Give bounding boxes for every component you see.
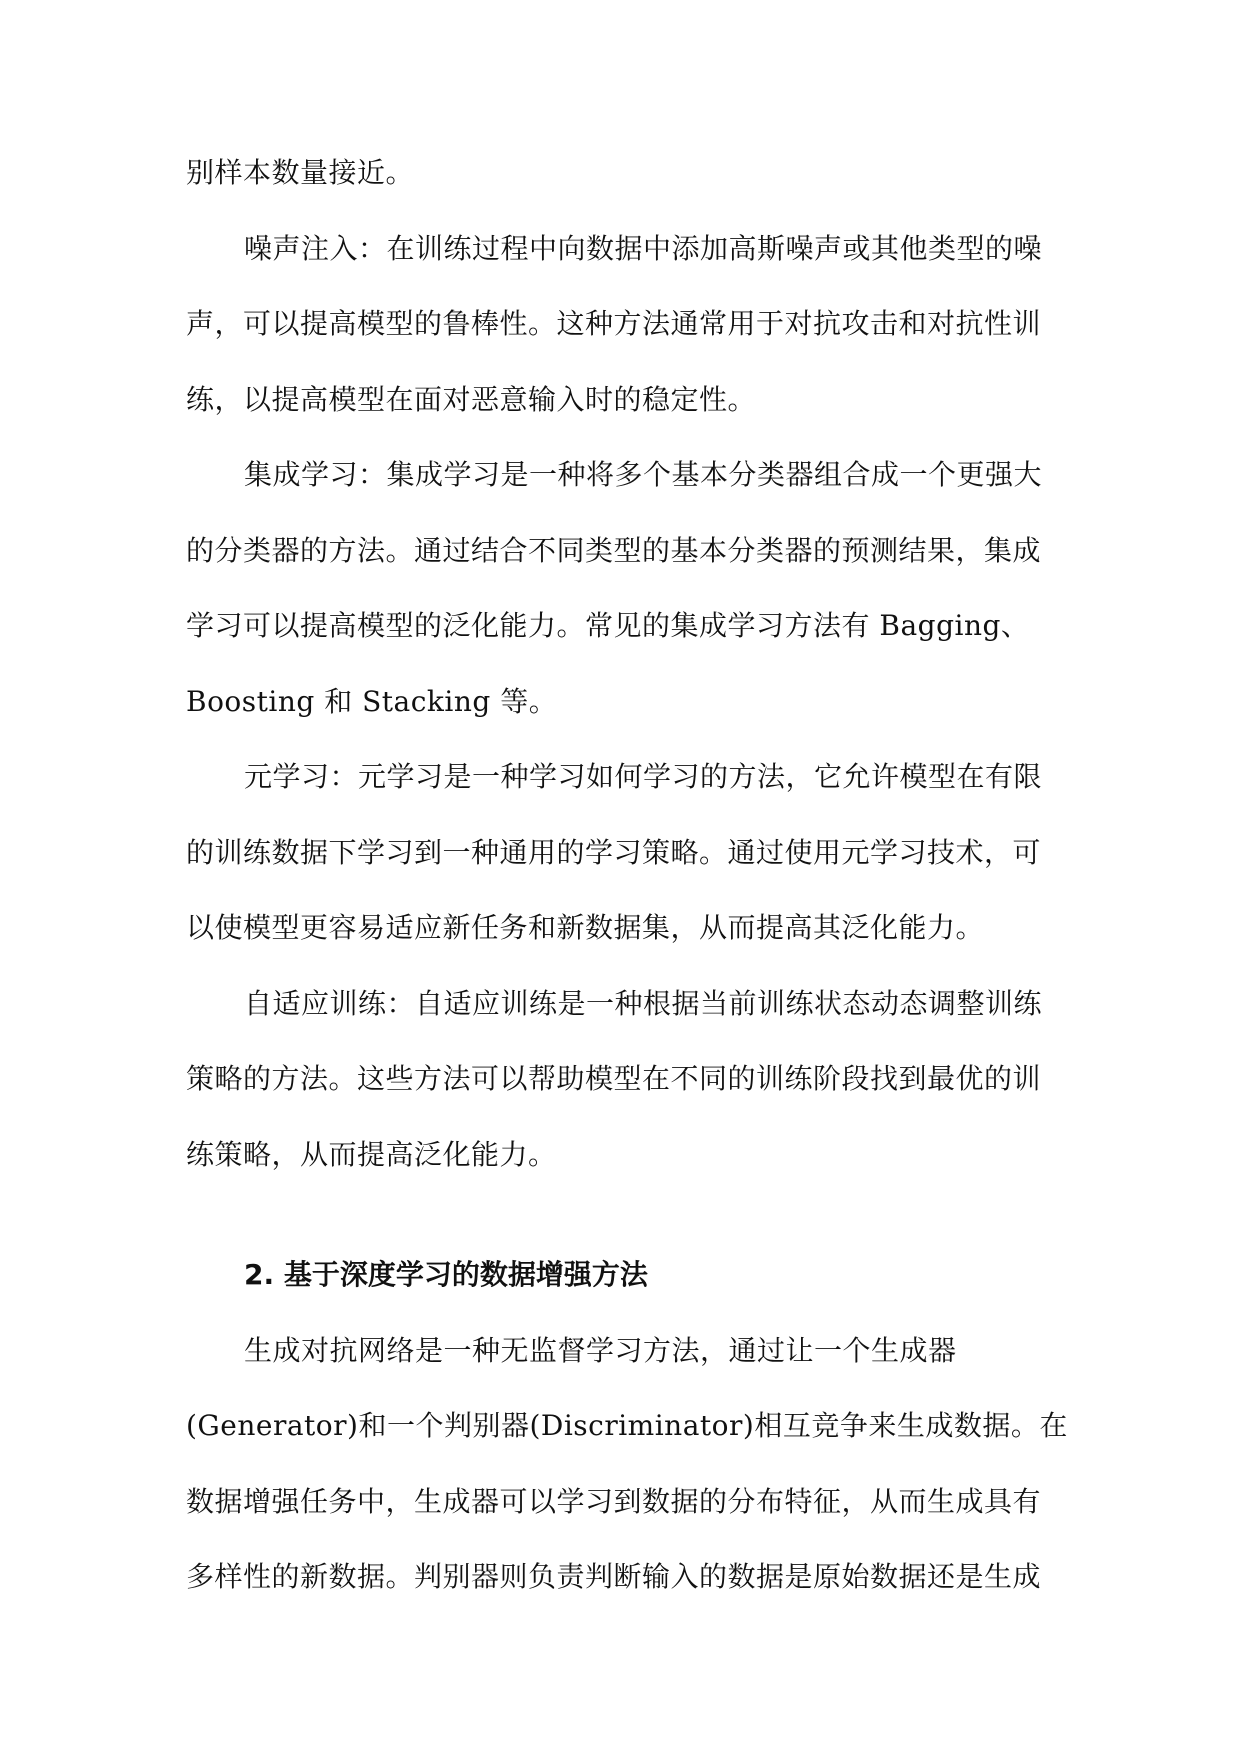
section-gap bbox=[186, 1192, 1058, 1237]
text-line: (Generator)和一个判别器(Discriminator)相互竞争来生成数据。在 bbox=[186, 1409, 1068, 1442]
paragraph-meta-learning: 元学习：元学习是一种学习如何学习的方法，它允许模型在有限 bbox=[244, 760, 1043, 793]
text-line: 数据增强任务中，生成器可以学习到数据的分布特征，从而生成具有 bbox=[186, 1484, 1042, 1518]
text-line: 声，可以提高模型的鲁棒性。这种方法通常用于对抗攻击和对抗性训 bbox=[186, 307, 1042, 340]
section-heading: 2. 基于深度学习的数据增强方法 bbox=[244, 1258, 648, 1291]
text-line: 学习可以提高模型的泛化能力。常见的集成学习方法有 Bagging、 bbox=[186, 609, 1030, 642]
text-line: 练，以提高模型在面对恶意输入时的稳定性。 bbox=[186, 382, 757, 416]
paragraph-gan: 生成对抗网络是一种无监督学习方法，通过让一个生成器 bbox=[244, 1333, 957, 1367]
paragraph-noise-injection: 噪声注入：在训练过程中向数据中添加高斯噪声或其他类型的噪 bbox=[244, 231, 1043, 265]
text-line: 别样本数量接近。 bbox=[186, 156, 415, 189]
text-line: 的分类器的方法。通过结合不同类型的基本分类器的预测结果，集成 bbox=[186, 533, 1042, 567]
text-line: 练策略，从而提高泛化能力。 bbox=[186, 1137, 557, 1171]
paragraph-adaptive-training: 自适应训练：自适应训练是一种根据当前训练状态动态调整训练 bbox=[244, 986, 1043, 1020]
text-line: 的训练数据下学习到一种通用的学习策略。通过使用元学习技术，可 bbox=[186, 835, 1042, 869]
text-line: Boosting 和 Stacking 等。 bbox=[186, 684, 558, 718]
text-line: 多样性的新数据。判别器则负责判断输入的数据是原始数据还是生成 bbox=[186, 1560, 1042, 1593]
text-line: 以使模型更容易适应新任务和新数据集，从而提高其泛化能力。 bbox=[186, 911, 985, 944]
paragraph-ensemble-learning: 集成学习：集成学习是一种将多个基本分类器组合成一个更强大 bbox=[244, 458, 1043, 491]
document-page bbox=[186, 135, 1068, 1615]
text-line: 策略的方法。这些方法可以帮助模型在不同的训练阶段找到最优的训 bbox=[186, 1062, 1042, 1095]
